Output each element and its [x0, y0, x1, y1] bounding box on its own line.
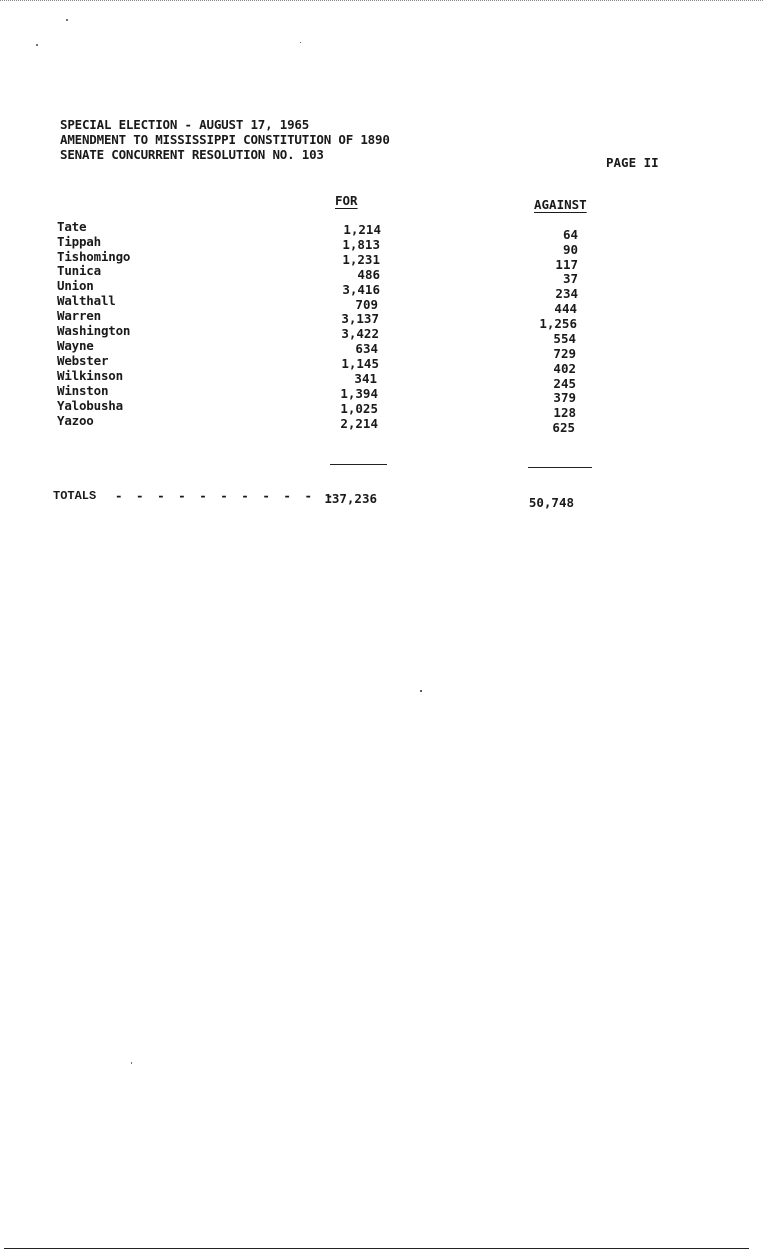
against-value: 625 — [552, 420, 575, 435]
for-value: 1,145 — [341, 356, 379, 371]
county-name: Tate — [57, 219, 87, 234]
for-value: 3,137 — [341, 311, 379, 326]
page-top-border — [0, 0, 763, 1]
for-value: 1,231 — [342, 252, 380, 267]
against-column-header: AGAINST — [534, 197, 587, 212]
county-name: Webster — [57, 353, 109, 368]
for-value: 709 — [355, 297, 378, 312]
against-value: 128 — [553, 405, 576, 420]
scan-speck — [300, 42, 301, 43]
amendment-title: AMENDMENT TO MISSISSIPPI CONSTITUTION OF 1890 — [60, 132, 390, 147]
against-value: 234 — [555, 286, 578, 301]
against-sum-rule — [528, 467, 592, 468]
for-value: 634 — [355, 341, 378, 356]
election-title: SPECIAL ELECTION - AUGUST 17, 1965 — [60, 117, 310, 132]
county-name: Wayne — [57, 338, 94, 353]
against-value: 90 — [562, 242, 578, 257]
against-value: 245 — [553, 376, 576, 391]
against-value: 117 — [555, 257, 578, 272]
county-name: Yalobusha — [57, 398, 123, 413]
against-value: 64 — [562, 227, 578, 242]
resolution-title: SENATE CONCURRENT RESOLUTION NO. 103 — [60, 147, 324, 162]
against-value: 1,256 — [539, 316, 577, 331]
county-name: Warren — [57, 308, 101, 323]
county-name: Washington — [57, 323, 131, 338]
against-value: 554 — [553, 331, 576, 346]
against-value: 37 — [562, 271, 578, 286]
totals-label: TOTALS — [53, 489, 97, 503]
scan-speck — [36, 44, 38, 46]
page-bottom-edge — [4, 1248, 749, 1249]
for-value: 3,416 — [342, 282, 380, 297]
scan-speck — [131, 1062, 132, 1064]
scan-speck — [66, 19, 68, 21]
for-value: 1,214 — [343, 222, 381, 237]
for-value: 341 — [354, 371, 377, 386]
for-value: 2,214 — [340, 416, 378, 431]
for-value: 3,422 — [341, 326, 379, 341]
for-value: 486 — [357, 267, 380, 282]
county-name: Tippah — [57, 234, 101, 249]
page-number: PAGE II — [606, 155, 659, 170]
county-name: Union — [57, 278, 94, 293]
county-name: Walthall — [57, 293, 116, 308]
for-column-header: FOR — [335, 193, 358, 208]
totals-leader-dashes: - - - - - - - - - - - — [115, 488, 337, 503]
against-value: 379 — [553, 390, 576, 405]
total-against: 50,748 — [528, 495, 574, 510]
scan-speck — [420, 690, 422, 692]
county-name: Tunica — [57, 263, 101, 278]
county-name: Wilkinson — [57, 368, 123, 383]
against-value: 729 — [553, 346, 576, 361]
total-for: 137,236 — [324, 491, 377, 506]
for-value: 1,025 — [340, 401, 378, 416]
for-value: 1,813 — [342, 237, 380, 252]
county-name: Yazoo — [57, 413, 94, 428]
against-value: 402 — [553, 361, 576, 376]
against-value: 444 — [554, 301, 577, 316]
for-sum-rule — [330, 464, 387, 465]
county-name: Tishomingo — [57, 249, 131, 264]
county-name: Winston — [57, 383, 109, 398]
for-value: 1,394 — [340, 386, 378, 401]
